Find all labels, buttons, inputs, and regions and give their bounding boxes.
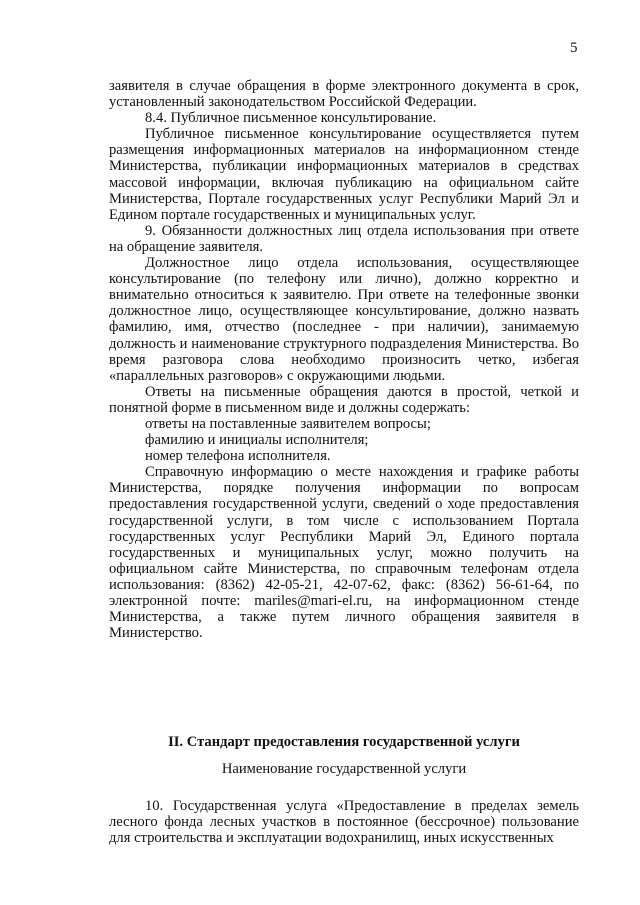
paragraph: Справочную информацию о месте нахождения и графике работы Министерства, порядке получения информации по вопросам предоставления государственной услуги, сведений о ходе предоставления государственной услуги, в том числе с использованием Портала государственных услуг Республики Марий Эл, Единого портала государственных и муниципальных услуг, можно получить на официальном сайте Министерства, по справочным телефонам отдела использования: (8362) 42-05-21, 42-07-62, факс: (8362) 56-61-64, по электронной почте: mariles@mari-el.ru, на информационном стенде Министерства, а также путем личного обращения заявителя в Министерство.	[109, 464, 579, 642]
paragraph: номер телефона исполнителя.	[145, 448, 331, 465]
paragraph: Должностное лицо отдела использования, осуществляющее консультирование (по телефону или лично), должно корректно и внимательно относиться к заявителю. При ответе на телефонные звонки должностное лицо, осуществляющее консультирование, должно назвать фамилию, имя, отчество (последнее - при наличии), занимаемую должность и наименование структурного подразделения Министерства. Во время разговора слова необходимо произносить четко, избегая «параллельных разговоров» с окружающими людьми.	[109, 255, 579, 384]
paragraph: фамилию и инициалы исполнителя;	[145, 432, 369, 449]
section-subheading: Наименование государственной услуги	[221, 761, 467, 777]
paragraph: заявителя в случае обращения в форме электронного документа в срок, установленный законодательством Российской Федерации.	[109, 78, 579, 111]
final-paragraph-block	[109, 798, 579, 846]
paragraph: Публичное письменное консультирование осуществляется путем размещения информационных материалов на информационном стенде Министерства, публикации информационных материалов в средствах массовой информации, включая публикацию на официальном сайте Министерства, Портале государственных услуг Республики Марий Эл и Едином портале государственных и муниципальных услуг.	[109, 126, 579, 223]
paragraph: 10. Государственная услуга «Предоставление в пределах земель лесного фонда лесных участков в постоянное (бессрочное) пользование для строительства и эксплуатации водохранилищ, иных искусственных	[109, 798, 579, 847]
page-number: 5	[570, 40, 578, 56]
section-heading: II. Стандарт предоставления государственной услуги	[168, 734, 520, 750]
document-body	[109, 78, 579, 641]
paragraph: Ответы на письменные обращения даются в простой, четкой и понятной форме в письменном виде и должны содержать:	[109, 383, 579, 416]
paragraph: 8.4. Публичное письменное консультирование.	[145, 110, 437, 127]
paragraph: ответы на поставленные заявителем вопросы;	[145, 415, 431, 432]
paragraph: 9. Обязанности должностных лиц отдела использования при ответе на обращение заявителя.	[109, 222, 579, 255]
